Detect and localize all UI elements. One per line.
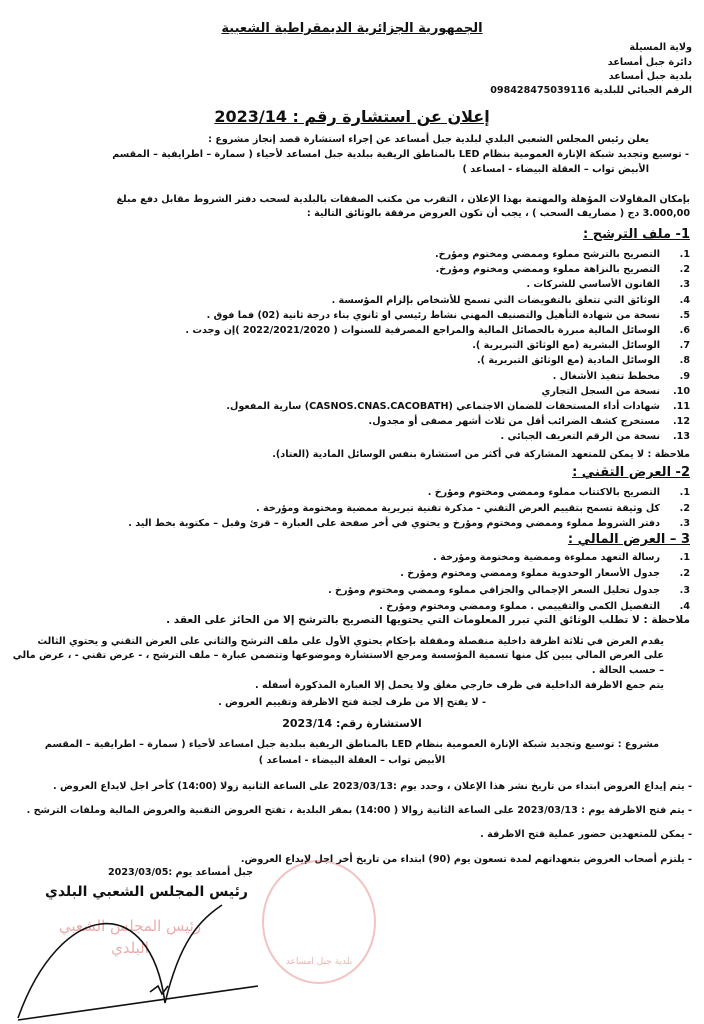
intro-line: - توسيع وتجديد شبكة الإنارة العمومية بنظام LED بالمناطق الريفية ببلدية جبل امساعد لأحياء ( سمارة – اطرايفية – المقسم xyxy=(112,149,689,160)
announcement-title: إعلان عن استشارة رقم : 2023/14 xyxy=(214,107,490,126)
envelopes-line: - لا يفتح إلا من طرف لجنة فتح الاظرفة وتقييم العروض . xyxy=(218,697,486,708)
item-number: 8. xyxy=(679,355,690,367)
item-text: نسخة من الرقم التعريف الجبائي . xyxy=(500,431,660,443)
bullet-line: - يمكن للمتعهدين حضور عملية فتح الاظرفة . xyxy=(480,829,692,840)
item-number: 10. xyxy=(672,385,690,397)
item-number: 11. xyxy=(672,401,690,412)
item-number: 3. xyxy=(679,584,690,596)
item-number: 1. xyxy=(679,487,690,498)
bullet-line: - يتم فتح الاظرفة يوم : 2023/03/13 على الساعة الثانية زوالا ( 14:00) بمقر البلدية ، تفتح العروض التقنية والعروض المالية وملفات الترشح . xyxy=(26,805,692,816)
republic-heading: الجمهورية الجزائرية الديمقراطية الشعبية xyxy=(221,21,483,36)
item-number: 2. xyxy=(679,502,690,514)
wilaya-line: ولاية المسيلة xyxy=(629,42,692,53)
daira-line: دائرة جبل أمساعد xyxy=(607,57,692,68)
envelopes-line: يتم جمع الاظرفة الداخلية في ظرف خارجي مغلق ولا يحمل إلا العبارة المذكورة أسفله . xyxy=(255,680,664,691)
item-number: 4. xyxy=(679,294,690,306)
section3-note: ملاحظة : لا تطلب الوثائق التي تبرر المعلومات التي يحتويها التصريح بالترشح إلا من الحائز على العقد . xyxy=(166,614,690,626)
item-number: 2. xyxy=(679,264,690,276)
project-line: الأبيض تواب – العقلة البيضاء - امساعد ) xyxy=(258,755,446,766)
item-number: 3. xyxy=(679,518,690,529)
envelopes-line: – حسب الحالة . xyxy=(591,665,664,676)
item-number: 13. xyxy=(672,431,690,443)
signature-title: رئيس المجلس الشعبي البلدي xyxy=(45,884,248,900)
item-number: 2. xyxy=(679,568,690,580)
item-text: شهادات أداء المستحقات للضمان الاجتماعي (CASNOS.CNAS.CACOBATH) سارية المفعول. xyxy=(226,401,660,412)
item-text: الوسائل المادية (مع الوثائق التبريرية ). xyxy=(476,355,660,367)
section3-heading: 3 – العرض المالي : xyxy=(567,532,690,547)
item-text: رسالة التعهد مملوءة وممضية ومختومة ومؤرخة . xyxy=(433,552,660,563)
item-number: 4. xyxy=(679,600,690,612)
signature-stamp: رئيس المجلس الشعبي البلدي xyxy=(58,917,202,957)
item-text: نسخة من شهادة التأهيل والتصنيف المهني نشاط رئيسي او ثانوي بناء درجة ثانية (02) فما فوق . xyxy=(206,309,660,321)
envelopes-line: يقدم العرض في ثلاثة اظرفة داخلية منفصلة ومقفلة بإحكام يحتوي الأول على ملف الترشح والثاني على العرض التقني و يحتوي الثالث xyxy=(37,636,664,647)
intro-line: بإمكان المقاولات المؤهلة والمهتمة بهذا الإعلان ، التقرب من مكتب الصفقات بالبلدية لسحب دفتر الشروط مقابل دفع مبلغ xyxy=(116,194,690,205)
item-text: مخطط تنفيذ الأشغال . xyxy=(552,370,660,382)
item-text: التفصيل الكمي والتقييمي . مملوء وممضي ومختوم ومؤرخ . xyxy=(379,600,660,612)
baladia-line: بلدية جبل أمساعد xyxy=(608,71,692,82)
item-number: 1. xyxy=(679,552,690,563)
item-text: نسخة من السجل التجاري xyxy=(541,385,660,397)
item-text: دفتر الشروط مملوء وممضي ومختوم ومؤرخ و يحتوي في أخر صفحة على العبارة – قرئ وقبل – مكتوبة بخط اليد . xyxy=(128,518,660,529)
project-line: مشروع : توسيع وتجديد شبكة الإنارة العمومية بنظام LED بالمناطق الريفية ببلدية جبل امساعد لأحياء ( سمارة – اطرايفية – المقسم xyxy=(44,739,660,750)
envelopes-line: على العرض المالي يبين كل منها تسمية المؤسسة ومرجع الاستشارة وموضوعها وتتضمن عبارة – ملف الترشح ، - عرض تقني - ، عرض مالي xyxy=(12,650,664,661)
intro-line: 3.000,00 دج ( مصاريف السحب ) ، يجب أن تكون العروض مرفقة بالوثائق التالية : xyxy=(306,208,690,219)
item-number: 3. xyxy=(679,279,690,291)
item-number: 6. xyxy=(679,325,690,336)
item-text: التصريح بالاكتتاب مملوء وممضي ومختوم ومؤرخ . xyxy=(427,487,660,498)
section2-heading: 2- العرض التقني : xyxy=(572,465,690,480)
item-text: القانون الأساسي للشركات . xyxy=(526,279,660,291)
bullet-line: - يتم إيداع العروض ابتداء من تاريخ نشر هذا الإعلان ، وحدد يوم :2023/03/13 على الساعة الثانية زولا (14:00) كأخر اجل لايداع العروض . xyxy=(52,781,692,792)
item-text: جدول الأسعار الوحدوية مملوء وممضي ومختوم ومؤرخ . xyxy=(400,568,660,580)
item-number: 1. xyxy=(679,249,690,260)
item-number: 9. xyxy=(679,370,690,382)
item-number: 5. xyxy=(679,309,690,321)
item-text: الوسائل البشرية (مع الوثائق التبريرية ). xyxy=(472,340,660,352)
tax-id-line: الرقم الجبائي للبلدية 098428475039116 xyxy=(490,85,692,96)
item-text: الوثائق التي تتعلق بالتفويضات التي تسمح للأشخاص بإلزام المؤسسة . xyxy=(331,294,660,306)
section1-heading: 1- ملف الترشح : xyxy=(583,227,690,242)
item-text: كل وثيقة تسمح بتقييم العرض التقني - مذكرة تقنية تبريرية ممضية ومختومة ومؤرخة . xyxy=(256,502,660,514)
section1-note: ملاحظة : لا يمكن للمتعهد المشاركة في أكثر من استشارة بنفس الوسائل المادية (العتاد). xyxy=(272,449,690,460)
intro-line: يعلن رئيس المجلس الشعبي البلدي لبلدية جبل أمساعد عن إجراء استشارة قصد إنجاز مشروع : xyxy=(208,134,649,145)
item-text: الوسائل المالية مبررة بالحصائل المالية والمراجع المصرفية للسنوات ( 2022/2021/2020 )إن وجدت . xyxy=(185,325,660,336)
item-number: 12. xyxy=(672,416,690,428)
consultation-number: الاستشارة رقم: 2023/14 xyxy=(282,717,422,730)
item-text: جدول تحليل السعر الإجمالي والجزافي مملوء وممضي ومختوم ومؤرخ . xyxy=(328,584,660,596)
intro-line: الأبيض تواب – العقلة البيضاء - امساعد ) xyxy=(462,164,649,175)
item-text: مستخرج كشف الضرائب أقل من ثلاث أشهر مصفى أو مجدول. xyxy=(368,416,660,428)
round-stamp: بلدية جبل امساعد xyxy=(262,860,376,984)
signature-date: جبل أمساعد يوم :2023/03/05 xyxy=(108,867,254,878)
bullet-line: - يلتزم أصحاب العروض بتعهداتهم لمدة تسعون يوم (90) ابتداء من تاريخ أخر اجل لإيداع العروض. xyxy=(240,854,692,865)
item-text: التصريح بالترشح مملوء وممضي ومختوم ومؤرخ. xyxy=(435,249,660,260)
item-number: 7. xyxy=(679,340,690,352)
item-text: التصريح بالنزاهة مملوء وممضي ومختوم ومؤرخ. xyxy=(435,264,660,276)
